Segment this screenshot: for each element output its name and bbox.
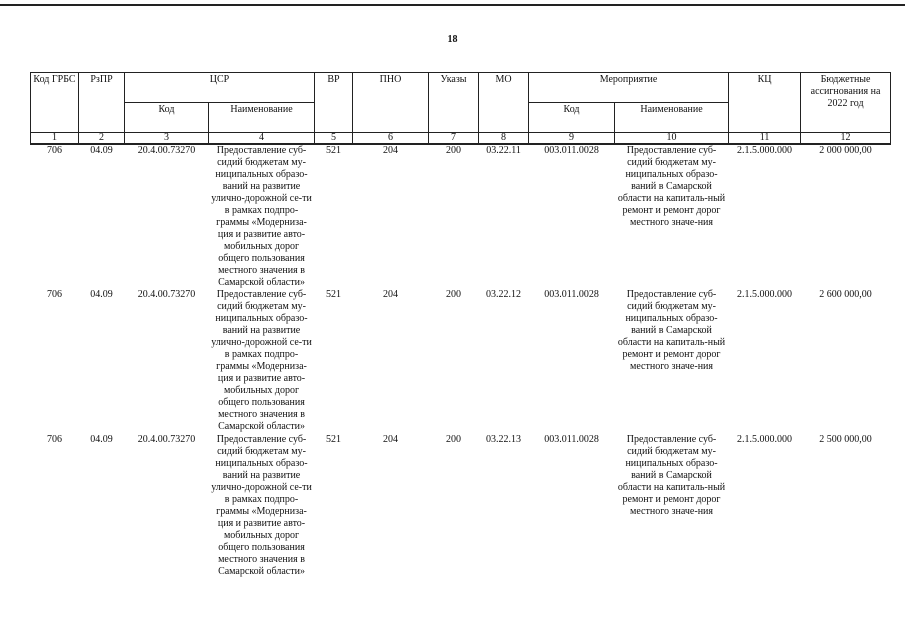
cell-mo: 03.22.12 — [486, 289, 522, 300]
column-number: 3 — [125, 133, 209, 145]
cell-vr: 521 — [326, 145, 342, 156]
cell-amount: 2 000 000,00 — [819, 145, 872, 156]
cell-csr-name: Предоставление суб-сидий бюджетам му-ниципальных образо-ваний на развитие улично-дорожной се-ти в рамках подпро-граммы «Модерниза-ция и развитие авто-мобильных дорог общего пользования местного значения в Самарской области» — [211, 145, 312, 288]
column-number: 8 — [479, 133, 529, 145]
column-number-row — [31, 133, 891, 145]
cell-pno: 204 — [383, 289, 399, 300]
header-mo: МО — [479, 73, 529, 133]
cell-rzpr: 04.09 — [90, 289, 113, 300]
cell-csr-name: Предоставление суб-сидий бюджетам му-ниципальных образо-ваний на развитие улично-дорожной се-ти в рамках подпро-граммы «Модерниза-ция и развитие авто-мобильных дорог общего пользования местного значения в Самарской области» — [211, 434, 312, 577]
budget-table — [30, 72, 891, 579]
header-csr-name: Наименование — [209, 103, 315, 133]
column-number: 4 — [209, 133, 315, 145]
cell-event-kod: 003.011.0028 — [544, 145, 599, 156]
header-pno: ПНО — [353, 73, 429, 133]
page-number: 18 — [447, 34, 458, 45]
cell-amount: 2 600 000,00 — [819, 289, 872, 300]
cell-grbs: 706 — [47, 434, 62, 445]
cell-ukazy: 200 — [446, 434, 462, 445]
column-number: 7 — [429, 133, 479, 145]
header-event-name: Наименование — [615, 103, 729, 133]
header-csr-kod: Код — [125, 103, 209, 133]
top-rule — [0, 4, 905, 6]
cell-ukazy: 200 — [446, 289, 462, 300]
cell-mo: 03.22.13 — [486, 434, 522, 445]
cell-rzpr: 04.09 — [90, 145, 113, 156]
cell-kc: 2.1.5.000.000 — [737, 289, 793, 300]
cell-vr: 521 — [326, 289, 342, 300]
header-event-kod: Код — [529, 103, 615, 133]
header-kod-grbs: Код ГРБС — [31, 73, 79, 133]
column-number: 6 — [353, 133, 429, 145]
cell-csr-kod: 20.4.00.73270 — [137, 145, 196, 156]
cell-event-name: Предоставление суб-сидий бюджетам му-ниципальных образо-ваний в Самарской области на капиталь-ный ремонт и ремонт дорог местного значе-ния — [617, 145, 726, 228]
cell-kc: 2.1.5.000.000 — [737, 145, 793, 156]
cell-event-name: Предоставление суб-сидий бюджетам му-ниципальных образо-ваний в Самарской области на капиталь-ный ремонт и ремонт дорог местного значе-ния — [617, 289, 726, 372]
column-number: 11 — [729, 133, 801, 145]
table-row — [31, 434, 891, 579]
cell-event-name: Предоставление суб-сидий бюджетам му-ниципальных образо-ваний в Самарской области на капиталь-ный ремонт и ремонт дорог местного значе-ния — [617, 434, 726, 517]
cell-csr-name: Предоставление суб-сидий бюджетам му-ниципальных образо-ваний на развитие улично-дорожной се-ти в рамках подпро-граммы «Модерниза-ция и развитие авто-мобильных дорог общего пользования местного значения в Самарской области» — [211, 289, 312, 432]
column-number: 5 — [315, 133, 353, 145]
cell-csr-kod: 20.4.00.73270 — [137, 289, 196, 300]
cell-vr: 521 — [326, 434, 342, 445]
cell-csr-kod: 20.4.00.73270 — [137, 434, 196, 445]
column-number: 2 — [79, 133, 125, 145]
cell-grbs: 706 — [47, 289, 62, 300]
header-vr: ВР — [315, 73, 353, 133]
cell-amount: 2 500 000,00 — [819, 434, 872, 445]
header-rzpr: РзПР — [79, 73, 125, 133]
table-row — [31, 289, 891, 434]
cell-ukazy: 200 — [446, 145, 462, 156]
cell-pno: 204 — [383, 434, 399, 445]
cell-kc: 2.1.5.000.000 — [737, 434, 793, 445]
cell-grbs: 706 — [47, 145, 62, 156]
table-row — [31, 144, 891, 289]
header-budget: Бюджетные ассигнования на 2022 год — [801, 73, 891, 133]
header-ukazy: Указы — [429, 73, 479, 133]
header-event: Мероприятие — [529, 73, 729, 103]
cell-mo: 03.22.11 — [486, 145, 521, 156]
cell-event-kod: 003.011.0028 — [544, 289, 599, 300]
column-number: 10 — [615, 133, 729, 145]
cell-event-kod: 003.011.0028 — [544, 434, 599, 445]
header-row-1 — [31, 73, 891, 103]
column-number: 12 — [801, 133, 891, 145]
cell-pno: 204 — [383, 145, 399, 156]
column-number: 1 — [31, 133, 79, 145]
column-number: 9 — [529, 133, 615, 145]
header-csr: ЦСР — [125, 73, 315, 103]
cell-rzpr: 04.09 — [90, 434, 113, 445]
header-kc: КЦ — [729, 73, 801, 133]
